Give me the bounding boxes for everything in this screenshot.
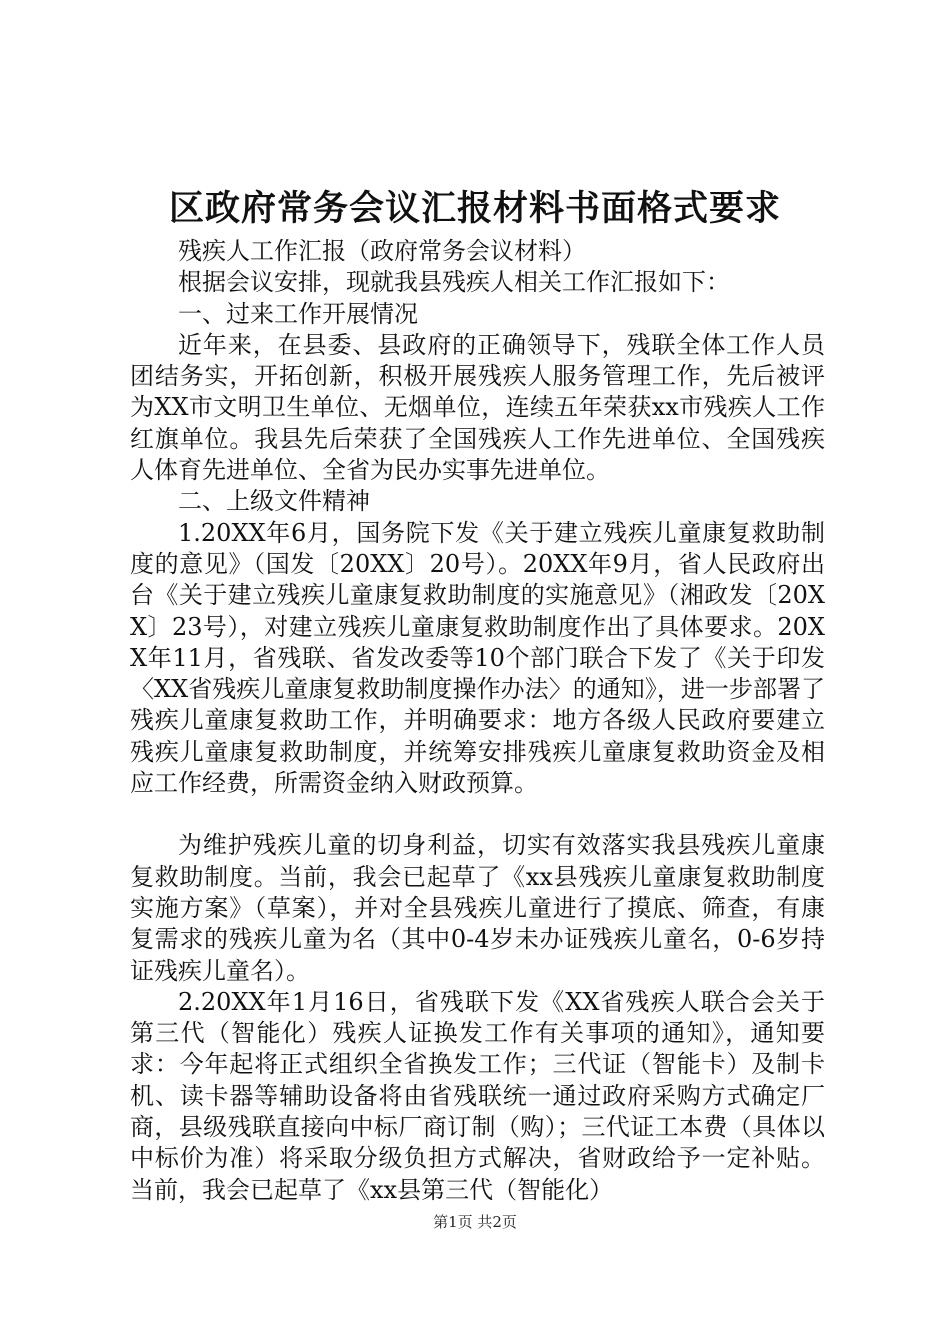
- body-paragraph: 为维护残疾儿童的切身利益，切实有效落实我县残疾儿童康复救助制度。当前，我会已起草了《xx县残疾儿童康复救助制度实施方案》（草案），并对全县残疾儿童进行了摸底、筛查，有康复需求的残疾儿童为名（其中0-4岁未办证残疾儿童名，0-6岁持证残疾儿童名）。: [130, 831, 825, 985]
- section-heading-1: 一、过来工作开展情况: [178, 299, 418, 328]
- body-paragraph: 近年来，在县委、县政府的正确领导下，残联全体工作人员团结务实，开拓创新，积极开展残疾人服务管理工作，先后被评为XX市文明卫生单位、无烟单位，连续五年荣获xx市残疾人工作红旗单位。我县先后荣获了全国残疾人工作先进单位、全国残疾人体育先进单位、全省为民办实事先进单位。: [130, 330, 825, 485]
- intro-paragraph: 根据会议安排，现就我县残疾人相关工作汇报如下：: [178, 268, 730, 297]
- subtitle-paragraph: 残疾人工作汇报（政府常务会议材料）: [178, 237, 586, 265]
- body-paragraph: 2.20XX年1月16日，省残联下发《XX省残疾人联合会关于第三代（智能化）残疾人证换发工作有关事项的通知》，通知要求：今年起将正式组织全省换发工作；三代证（智能卡）及制卡机、读卡器等辅助设备将由省残联统一通过政府采购方式确定厂商，县级残联直接向中标厂商订制（购）；三代证工本费（具体以中标价为准）将采取分级负担方式解决，省财政给予一定补贴。当前，我会已起草了《xx县第三代（智能化）: [130, 987, 825, 1204]
- document-body: [130, 236, 825, 1206]
- document-title: 区政府常务会议汇报材料书面格式要求: [168, 188, 781, 229]
- page-number-footer: 第1页 共2页: [433, 1213, 517, 1231]
- section-heading-2: 二、上级文件精神: [178, 487, 370, 516]
- body-paragraph: 1.20XX年6月，国务院下发《关于建立残疾儿童康复救助制度的意见》（国发〔20XX〕20号）。20XX年9月，省人民政府出台《关于建立残疾儿童康复救助制度的实施意见》（湘政发〔20XX〕23号），对建立残疾儿童康复救助制度作出了具体要求。20XX年11月，省残联、省发改委等10个部门联合下发了《关于印发〈XX省残疾儿童康复救助制度操作办法〉的通知》，进一步部署了残疾儿童康复救助工作，并明确要求：地方各级人民政府要建立残疾儿童康复救助制度，并统筹安排残疾儿童康复救助资金及相应工作经费，所需资金纳入财政预算。: [130, 518, 825, 798]
- paragraph-gap: [130, 799, 825, 830]
